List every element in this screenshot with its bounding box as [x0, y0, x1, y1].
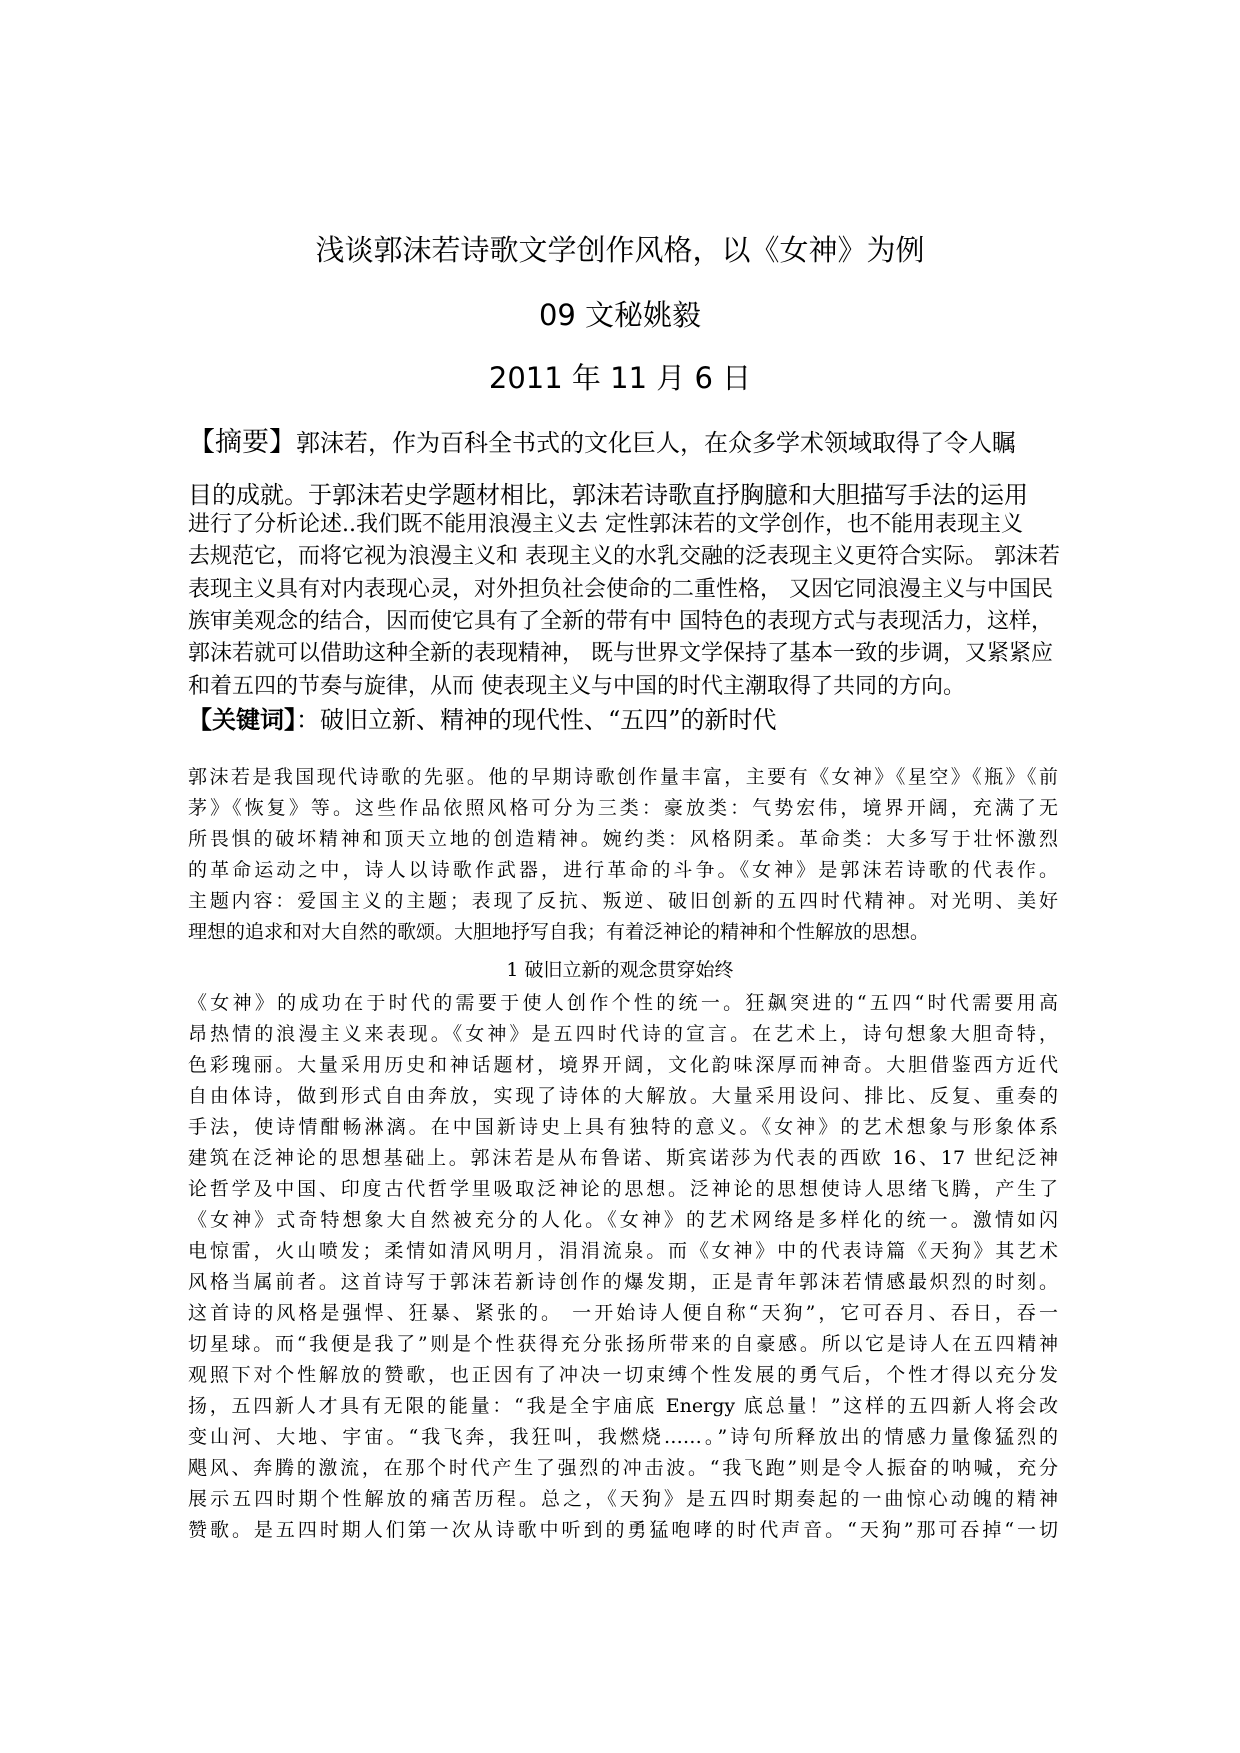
paragraph-line: 电惊雷，火山喷发；柔情如清风明月，涓涓流泉。而《女神》中的代表诗篇《天狗》其艺术 [188, 1240, 1058, 1262]
section-heading: 1 破旧立新的观念贯穿始终 [506, 959, 734, 981]
paragraph-line: 切星球。而“我便是我了”则是个性获得充分张扬所带来的自豪感。所以它是诗人在五四精神 [188, 1333, 1058, 1355]
paragraph-line: 主题内容：爱国主义的主题；表现了反抗、叛逆、破旧创新的五四时代精神。对光明、美好 [188, 890, 1058, 912]
abstract-line: 目的成就。于郭沫若史学题材相比，郭沫若诗歌直抒胸臆和大胆描写手法的运用 [188, 481, 1028, 509]
paragraph-line: 手法，使诗情酣畅淋漓。在中国新诗史上具有独特的意义。《女神》的艺术想象与形象体系 [188, 1116, 1058, 1138]
abstract-line [188, 420, 1016, 459]
paragraph-line: 《女神》的成功在于时代的需要于使人创作个性的统一。狂飙突进的“五四“时代需要用高 [188, 992, 1058, 1014]
abstract-text: 郭沫若，作为百科全书式的文化巨人，在众多学术领域取得了令人瞩 [296, 429, 1016, 457]
paragraph-line: 自由体诗，做到形式自由奔放，实现了诗体的大解放。大量采用设问、排比、反复、重奏的 [188, 1085, 1058, 1107]
section-paragraph [188, 988, 1058, 1546]
document-date: 2011 年 11 月 6 日 [488, 361, 752, 395]
abstract-line: 进行了分析论述..我们既不能用浪漫主义去 定性郭沫若的文学创作，也不能用表现主义 [188, 512, 1023, 537]
paragraph-line: 色彩瑰丽。大量采用历史和神话题材，境界开阔，文化韵味深厚而神奇。大胆借鉴西方近代 [188, 1054, 1058, 1076]
paragraph-line: 变山河、大地、宇宙。“我飞奔，我狂叫，我燃烧……。”诗句所释放出的情感力量像猛烈的 [188, 1426, 1058, 1448]
abstract-label: 【摘要】 [188, 427, 296, 458]
paragraph-line: 昂热情的浪漫主义来表现。《女神》是五四时代诗的宣言。在艺术上，诗句想象大胆奇特， [188, 1023, 1058, 1045]
document-title: 浅谈郭沫若诗歌文学创作风格，以《女神》为例 [315, 233, 925, 267]
paragraph-line: 《女神》式奇特想象大自然被充分的人化。《女神》的艺术网络是多样化的统一。激情如闪 [188, 1209, 1058, 1231]
paragraph-line: 赞歌。是五四时期人们第一次从诗歌中听到的勇猛咆哮的时代声音。“天狗”那可吞掉“一切 [188, 1519, 1058, 1541]
paragraph-line: 这首诗的风格是强悍、狂暴、紧张的。 一开始诗人便自称“天狗”，它可吞月、吞日，吞一 [188, 1302, 1058, 1324]
paragraph-line: 扬，五四新人才具有无限的能量：“我是全宇庙底 Energy 底总量！”这样的五四新人将会改 [188, 1395, 1058, 1417]
paragraph-line: 的革命运动之中，诗人以诗歌作武器，进行革命的斗争。《女神》是郭沫若诗歌的代表作。 [188, 859, 1058, 881]
abstract-line: 去规范它，而将它视为浪漫主义和 表现主义的水乳交融的泛表现主义更符合实际。 郭沫若 [188, 544, 1060, 569]
paragraph-line: 所畏惧的破坏精神和顶天立地的创造精神。婉约类：风格阴柔。革命类：大多写于壮怀激烈 [188, 828, 1058, 850]
paragraph-line: 展示五四时期个性解放的痛苦历程。总之，《天狗》是五四时期奏起的一曲惊心动魄的精神 [188, 1488, 1058, 1510]
abstract-line: 表现主义具有对内表现心灵，对外担负社会使命的二重性格， 又因它同浪漫主义与中国民 [188, 577, 1053, 602]
paragraph-line: 观照下对个性解放的赞歌，也正因有了冲决一切束缚个性发展的勇气后，个性才得以充分发 [188, 1364, 1058, 1386]
keywords-label: 【关键词】 [188, 705, 296, 734]
keywords-text: ：破旧立新、精神的现代性、“五四”的新时代 [296, 706, 777, 734]
paragraph-line: 郭沫若是我国现代诗歌的先驱。他的早期诗歌创作量丰富，主要有《女神》《星空》《瓶》《前 [188, 766, 1058, 788]
keywords-line [188, 700, 777, 735]
paragraph-line: 建筑在泛神论的思想基础上。郭沫若是从布鲁诺、斯宾诺莎为代表的西欧 16、17 世纪泛神 [188, 1147, 1058, 1169]
paragraph-line: 风格当属前者。这首诗写于郭沫若新诗创作的爆发期，正是青年郭沫若情感最炽烈的时刻。 [188, 1271, 1058, 1293]
abstract-line: 和着五四的节奏与旋律，从而 使表现主义与中国的时代主潮取得了共同的方向。 [188, 674, 965, 699]
abstract-line: 郭沫若就可以借助这种全新的表现精神， 既与世界文学保持了基本一致的步调，又紧紧应 [188, 641, 1053, 666]
intro-paragraph [188, 762, 1058, 948]
paragraph-line: 理想的追求和对大自然的歌颂。大胆地抒写自我；有着泛神论的精神和个性解放的思想。 [188, 921, 930, 943]
abstract-line: 族审美观念的结合，因而使它具有了全新的带有中 国特色的表现方式与表现活力，这样， [188, 609, 1053, 634]
paragraph-line: 茅》《恢复》等。这些作品依照风格可分为三类：豪放类：气势宏伟，境界开阔，充满了无 [188, 797, 1058, 819]
paragraph-line: 飓风、奔腾的激流，在那个时代产生了强烈的冲击波。“我飞跑”则是令人振奋的呐喊，充分 [188, 1457, 1058, 1479]
document-author: 09 文秘姚毅 [538, 298, 702, 332]
paragraph-line: 论哲学及中国、印度古代哲学里吸取泛神论的思想。泛神论的思想使诗人思绪飞腾，产生了 [188, 1178, 1058, 1200]
